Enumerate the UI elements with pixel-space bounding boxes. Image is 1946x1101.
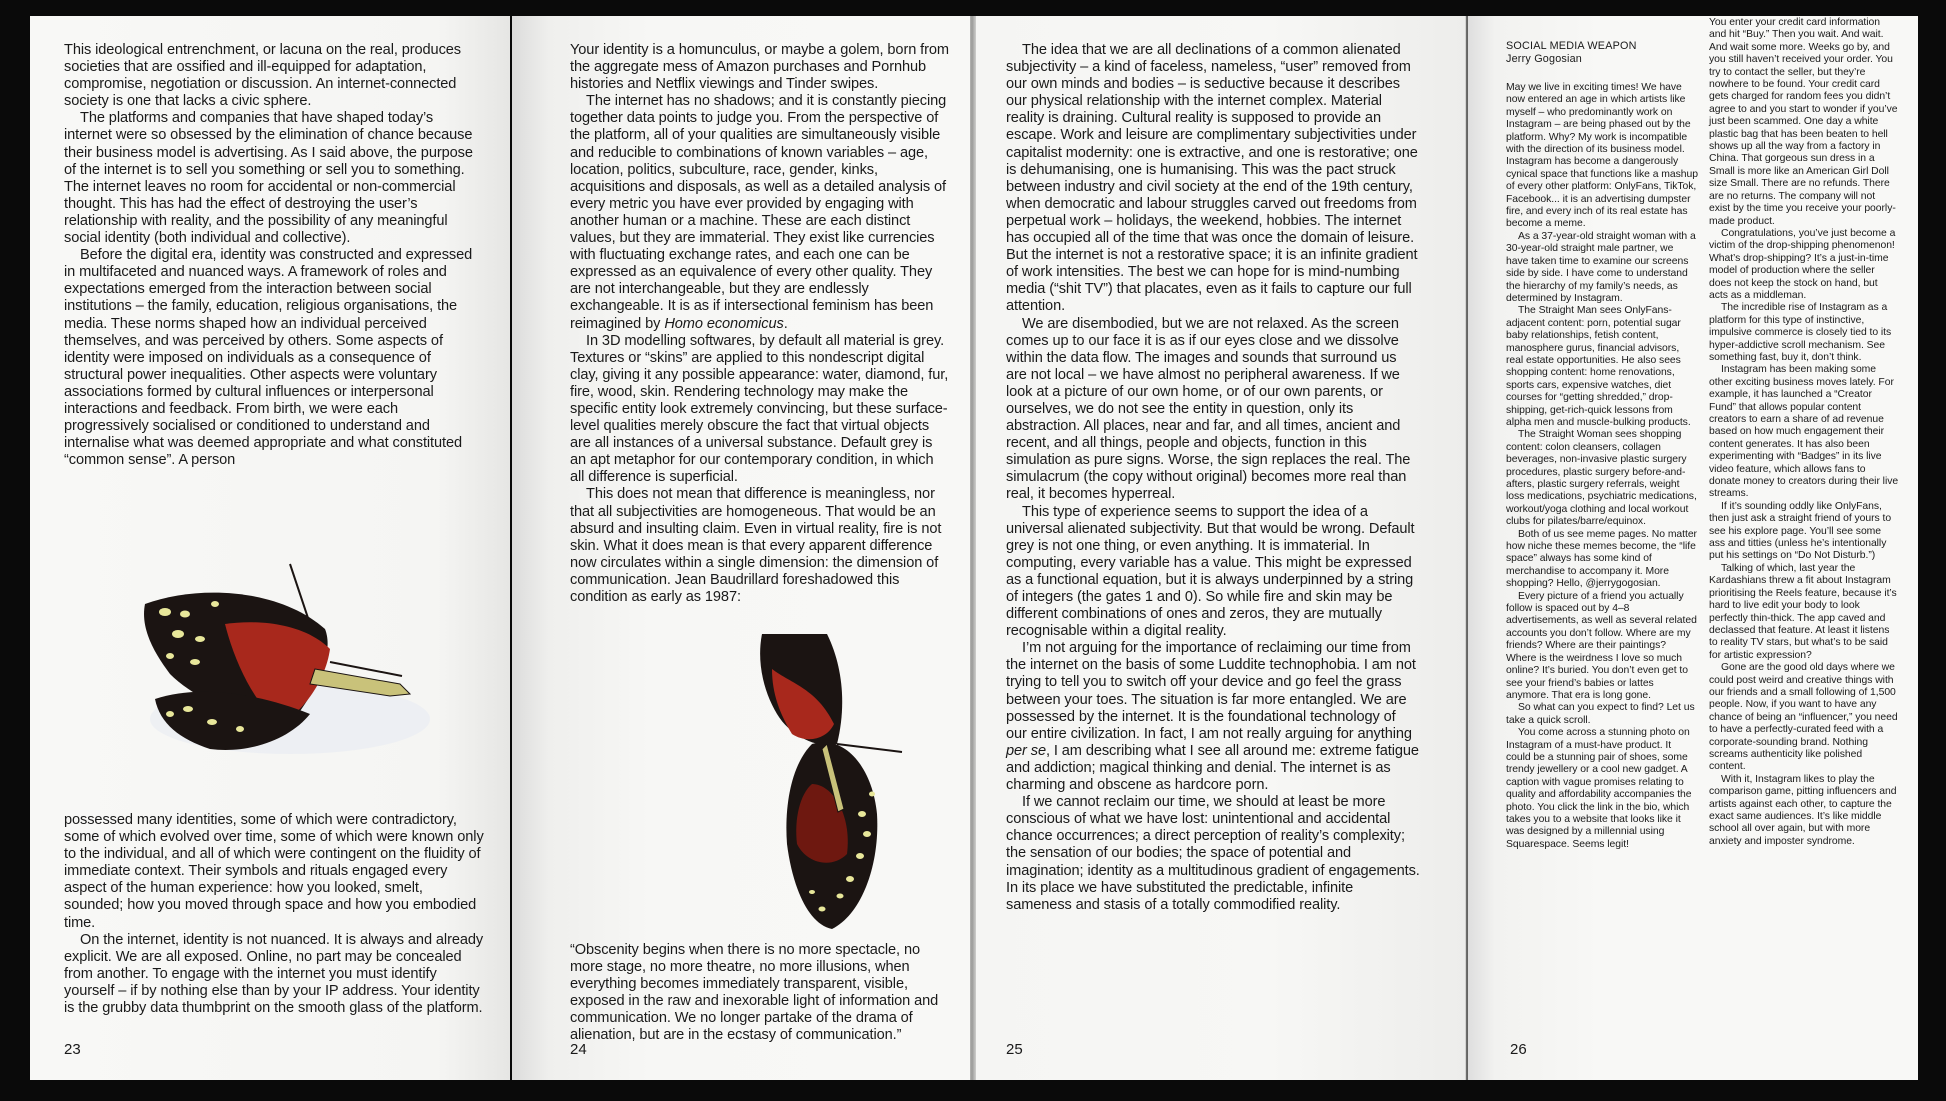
article-author: Jerry Gogosian — [1506, 53, 1583, 65]
page-number: 24 — [570, 1041, 587, 1058]
paragraph-text: I’m not arguing for the importance of reclaiming our time from the internet on the basis of some Luddite technophobia. I am not trying to tell you to switch off your device and go feel the grass between your toes. The situation is far more entangled. We are possessed by the internet. It is the foundational technology of our entire civilization. In fact, I am not really arguing for anything — [1006, 640, 1416, 742]
paragraph: Both of us see meme pages. No matter how niche these memes become, the “life space” always has some kind of merchandise to accompany it. More shopping? Hello, @jerrygogosian. — [1506, 528, 1697, 590]
paragraph: The internet has no shadows; and it is constantly piecing together data points to judge you. From the perspective of the platform, all of your qualities are simultaneously visible and reducible to combinations of known variables – age, location, politics, subculture, race, gender, kinks, acquisitions and disposals, as well as a detailed analysis of every metric you have ever provided by engaging with another human or a machine. These are each distinct values, but they are immaterial. They exist like currencies with fluctuating exchange rates, and each one can be expressed as an equivalence of every other quality. They are not interchangeable, but they are endlessly exchangeable. It is as if intersectional feminism has been reimagined by Homo economicus. — [570, 93, 947, 332]
paragraph: Congratulations, you’ve just become a victim of the drop-shipping phenomenon! What’s drop-shipping? It’s a just-in-time model of production where the seller does not keep the stock on hand, but acts as a middleman. — [1709, 227, 1896, 301]
baudrillard-quote — [570, 942, 950, 1045]
paragraph: Every picture of a friend you actually follow is spaced out by 4–8 advertisements, as well as several related accounts you don’t follow. Where are my friends? Where are their paintings? Where is the weirdness I love so much online? It’s buried. You don’t even get to see your friend’s babies or lattes anymore. That era is long gone. — [1506, 590, 1697, 701]
page-number: 23 — [64, 1041, 81, 1058]
p25-text — [1006, 42, 1420, 914]
paragraph-text: The internet has no shadows; and it is constantly piecing together data points to judge you. From the perspective of the platform, all of your qualities are simultaneously visible and reducible to combinations of known variables – age, location, politics, subculture, race, gender, kinks, acquisitions and disposals, as well as a detailed analysis of every metric you have ever provided by engaging with another human or a machine. These are each distinct values, but they are immaterial. They exist like currencies with fluctuating exchange rates, and each one can be expressed as an equivalence of every other quality. They are not interchangeable, but they are endlessly exchangeable. It is as if intersectional feminism has been reimagined by — [570, 93, 947, 332]
page-number: 25 — [1006, 1041, 1023, 1058]
paragraph: This type of experience seems to support the idea of a universal alienated subjectivity. But that would be wrong. Default grey is not one thing, or even anything. It is immaterial. In computing, every variable has a value. This might be expressed as a functional equation, but it is always underpinned by a string of integers (the gates 1 and 0). So while fire and skin may be different combinations of ones and zeros, they are mutually recognisable within a digital reality. — [1006, 503, 1415, 640]
article-heading: SOCIAL MEDIA WEAPON — [1506, 40, 1637, 52]
paragraph: Gone are the good old days where we could post weird and creative things with our friends and a small following of 1,500 people. Now, if you want to have any chance of being an “influencer,” you need to have a perfectly-curated feed with a corporate-sounding brand. Nothing screams authenticity like polished content. — [1709, 662, 1898, 773]
paragraph: The Straight Woman sees shopping content: colon cleansers, collagen beverages, non-invasive plastic surgery procedures, plastic surgery before-and-afters, plastic surgery referrals, weight loss medications, psychiatric medications, workout/yoga clothing and local workout clubs for pilates/barre/equinox. — [1506, 429, 1697, 528]
paragraph: In 3D modelling softwares, by default all material is grey. Textures or “skins” are applied to this nondescript digital clay, giving it any possible appearance: water, diamond, fur, fire, wood, skin. Rendering technology may make the specific entity look extremely convincing, but these surface-level qualities merely obscure the fact that virtual objects are all instances of a universal substance. Default grey is an apt metaphor for our contemporary condition, in which all difference is superficial. — [570, 332, 949, 486]
page-25 — [976, 16, 1466, 1080]
paragraph: Your identity is a homunculus, or maybe a golem, born from the aggregate mess of Amazon purchases and Pornhub histories and Netflix viewings and Tinder swipes. — [570, 42, 949, 93]
paragraph: You enter your credit card information and hit “Buy.” Then you wait. And wait. And wait some more. Weeks go by, and you still haven’t received your order. You try to contact the seller, but they’re nowhere to be found. Your credit card gets charged for random fees you didn’t agree to and you start to wonder if you’ve just been scammed. One day a white plastic bag that has been beaten to hell shows up all the way from a factory in China. That gorgeous sun dress in a Small is more like an American Girl Doll size Small. There are no refunds. There are no returns. The company will not exist by the time you receive your poorly-made product. — [1709, 17, 1898, 227]
page-26 — [1468, 16, 1918, 1080]
butterfly-image-left — [140, 544, 440, 774]
italic-term: per se — [1006, 742, 1046, 759]
paragraph — [1006, 640, 1420, 794]
paragraph: May we live in exciting times! We have now entered an age in which artists like myself – who predominantly work on Instagram – are being phased out by the platform. Why? My work is incompatible with the direction of its business model. Instagram has become a dangerously cynical space that functions like a mashup of every other platform: OnlyFans, TikTok, Facebook... it is an advertising dumpster fire, and every inch of its real estate has become a meme. — [1506, 82, 1698, 230]
paragraph: The platforms and companies that have shaped today’s internet were so obsessed by the elimination of chance because their business model is advertising. As I said above, the purpose of the internet is to sell you something or sell you to something. The internet leaves no room for accidental or non-commercial thought. This has had the effect of destroying the user’s relationship with reality, and the possibility of any meaningful social identity (both individual and collective). — [64, 110, 473, 247]
paragraph: Talking of which, last year the Kardashians threw a fit about Instagram prioritising the Reels feature, because it’s hard to live edit your body to look perfectly thin-thick. The app caved and declassed that feature. At least it listens to reality TV stars, but what’s to be said for artistic expression? — [1709, 562, 1897, 661]
paragraph: Before the digital era, identity was constructed and expressed in multifaceted and nuanced ways. A framework of roles and expectations emerged from the interaction between social institutions – the family, education, religious organisations, the media. These norms shaped how an individual perceived themselves, and was perceived by others. Some aspects of identity were imposed on individuals as a consequence of structural power inequalities. Other aspects were voluntary associations formed by cultural influences or interpersonal interactions and feedback. From birth, we were each progressively socialised or conditioned to understand and internalise what was deemed appropriate and what constituted “common sense”. A person — [64, 247, 473, 469]
paragraph: You come across a stunning photo on Instagram of a must-have product. It could be a stunning pair of shoes, some trendy jewellery or a cool new gadget. A caption with vague promises relating to quality and affordability accompanies the photo. You click the link in the bio, which takes you to a website that looks like it was designed by a millennial using Squarespace. Seems legit! — [1506, 727, 1692, 850]
quote-text: “Obscenity begins when there is no more spectacle, no more stage, no more theatre, no more illusions, when everything becomes immediately transparent, visible, exposed in the raw and inexorable light of information and communication. We no longer partake of the drama of alienation, but are in the ecstasy of communication.” — [570, 942, 939, 1044]
p23-top-text — [64, 42, 484, 469]
paragraph-text: , I am describing what I see all around me: extreme fatigue and addiction; magical thinking and denial. The internet is as charming and obscene as hardcore porn. — [1006, 742, 1419, 794]
page-number: 26 — [1510, 1041, 1527, 1058]
page-24 — [512, 16, 970, 1080]
paragraph: possessed many identities, some of which were contradictory, some of which evolved over time, some of which were known only to the individual, and all of which were contingent on the fluidity of immediate context. Their symbols and rituals engaged every aspect of the human experience: how you looked, smelt, sounded; how you moved through space and how you embodied time. — [64, 812, 484, 931]
page-23 — [30, 16, 510, 1080]
paragraph: This ideological entrenchment, or lacuna on the real, produces societies that are ossified and ill-equipped for adaptation, compromise, negotiation or discussion. An internet-connected society is one that lacks a civic sphere. — [64, 42, 461, 110]
p24-text — [570, 42, 950, 606]
paragraph: With it, Instagram likes to play the comparison game, pitting influencers and artists against each other, to capture the exact same audiences. It’s like middle school all over again, but with more anxiety and imposter syndrome. — [1709, 773, 1897, 847]
paragraph: The Straight Man sees OnlyFans-adjacent content: porn, potential sugar baby relationships, fetish content, manosphere gurus, financial advisors, real estate opportunities. He also sees shopping content: home renovations, sports cars, expensive watches, diet courses for “getting shredded,” drop-shipping, get-rich-quick lessons from alpha men and muscle-bulking products. — [1506, 305, 1691, 428]
italic-term: Homo economicus — [664, 315, 784, 332]
paragraph: We are disembodied, but we are not relaxed. As the screen comes up to our face it is as if our eyes close and we dissolve within the data flow. The images and sounds that surround us are not local – we have almost no peripheral awareness. If we look at a picture of our own home, or of our own parents, or ourselves, we do not see the entity in question, only its abstraction. All places, near and far, and all times, ancient and recent, and all things, people and objects, function in this simulation as pure signs. Worse, the sign replaces the real. The simulacrum (the copy without original) becomes more real than real, it becomes hyperreal. — [1006, 315, 1411, 503]
paragraph: If we cannot reclaim our time, we should at least be more conscious of what we have lost: unintentional and accidental chance occurrences; a direct perception of reality’s complexity; the sensation of our bodies; the space of potential and imagination; identity as a multitudinous gradient of engagements. In its place we have substituted the predictable, infinite sameness and stasis of a totally commodified reality. — [1006, 794, 1420, 913]
p23-bottom-text — [64, 812, 484, 1017]
p26-column-1 — [1506, 82, 1698, 851]
paragraph: If it’s sounding oddly like OnlyFans, then just ask a straight friend of yours to see his explore page. You’ll see some ass and titties (unless he’s intentionally put his settings on “Do Not Disturb.”) — [1709, 500, 1892, 562]
butterfly-image-center — [752, 634, 952, 934]
paragraph: The incredible rise of Instagram as a platform for this type of instinctive, impulsive commerce is closely tied to its hyper-addictive scroll mechanism. See something fast, buy it, don’t think. — [1709, 302, 1892, 363]
article-header — [1506, 40, 1686, 66]
paragraph: On the internet, identity is not nuanced. It is always and already explicit. We are all exposed. Online, no part may be concealed from another. To engage with the internet you must identify yourself – if by nothing else than by your IP address. Your identity is the grubby data thumbprint on the smooth glass of the platform. — [64, 931, 484, 1017]
paragraph: The idea that we are all declinations of a common alienated subjectivity – a kind of faceless, nameless, “user” removed from our own minds and bodies – is seductive because it describes our physical relationship with the internet complex. Material reality is draining. Cultural reality is supposed to provide an escape. Work and leisure are complimentary subjectivities under capitalist modernity: one is extractive, and one is restorative; one is dehumanising, one is humanising. This was the pact struck between industry and civil society at the end of the 19th century, when democratic and labour struggles carved out freedoms from perpetual work – holidays, the weekend, hobbies. The internet has occupied all of the time that was once the domain of leisure. But the internet is not a restorative space; it is an infinite gradient of work intensities. The best we can hope for is mind-numbing media (“shit TV”) that placates, even as it fails to capture our full attention. — [1006, 42, 1418, 315]
paragraph: So what can you expect to find? Let us take a quick scroll. — [1506, 702, 1695, 726]
paragraph: As a 37-year-old straight woman with a 30-year-old straight male partner, we have taken time to examine our screens side by side. I have come to understand the hierarchy of my family’s needs, as determined by Instagram. — [1506, 230, 1696, 304]
paragraph: This does not mean that difference is meaningless, nor that all subjectivities are homogeneous. That would be an absurd and insulting claim. Even in virtual reality, fire is not skin. What it does mean is that every apparent difference now circulates within a single dimension: the dimension of communication. Jean Baudrillard foreshadowed this condition as early as 1987: — [570, 486, 942, 605]
p26-column-2 — [1709, 16, 1899, 848]
paragraph: Instagram has been making some other exciting business moves lately. For example, it has launched a “Creator Fund” that allows popular content creators to earn a share of ad revenue based on how much engagement their content generates. It has also been experimenting with “Badges” in its live video feature, which allows fans to donate money to creators during their live streams. — [1709, 364, 1899, 500]
